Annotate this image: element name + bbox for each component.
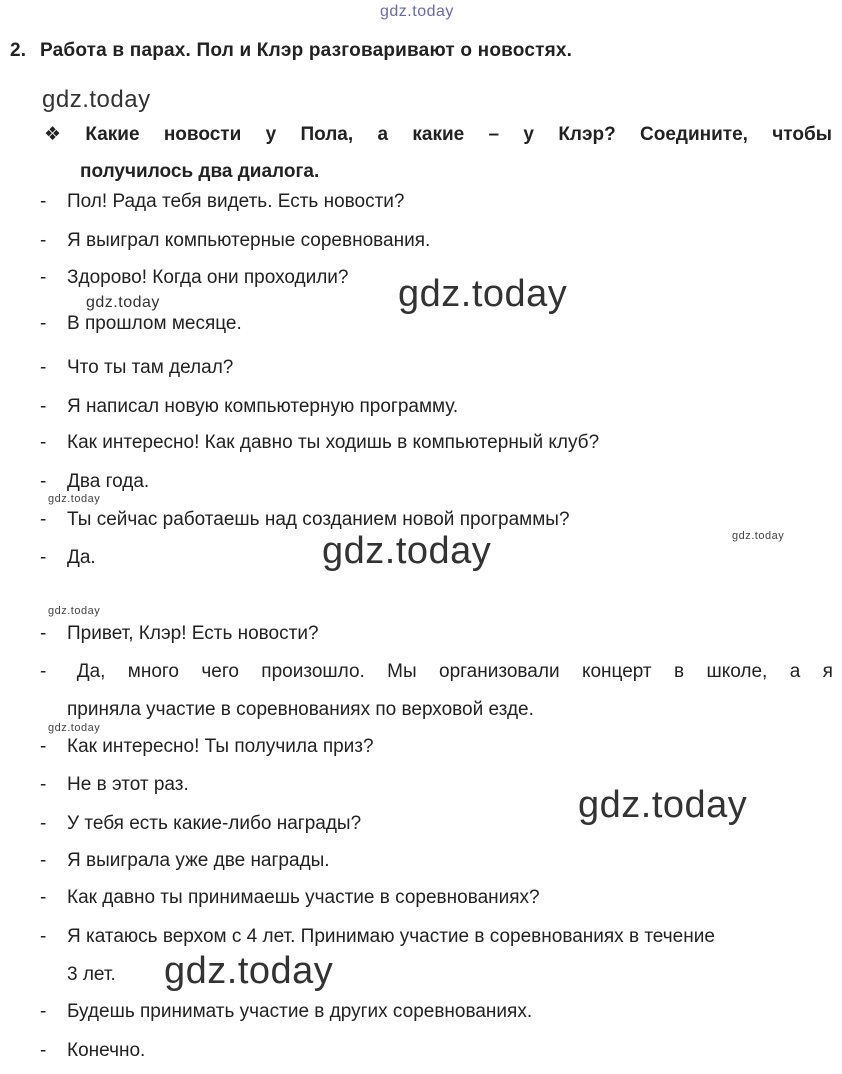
dialogue1-line: - Два года. [40, 471, 150, 492]
watermark: gdz.today [48, 722, 101, 734]
dialogue2-line: - У тебя есть какие-либо награды? [40, 813, 362, 834]
exercise-heading [10, 40, 572, 62]
task-word: новости [163, 124, 242, 145]
watermark: gdz.today [322, 530, 492, 572]
task-word: – [488, 124, 500, 145]
dialogue1-line: - Я написал новую компьютерную программу. [40, 396, 459, 417]
dialogue1-line: - В прошлом месяце. [40, 313, 242, 334]
dialogue2-line-continuation: приняла участие в соревнованиях по верховой езде. [67, 699, 534, 720]
task-instruction [44, 116, 832, 190]
exercise-number: 2. [10, 40, 27, 61]
watermark: gdz.today [42, 86, 151, 113]
watermark: gdz.today [86, 294, 160, 311]
watermark-top: gdz.today [380, 3, 454, 20]
dialogue2-line: - Конечно. [40, 1040, 146, 1061]
dialogue1-line: - Пол! Рада тебя видеть. Есть новости? [40, 191, 405, 212]
dialogue2-line-continuation: 3 лет. [67, 964, 116, 985]
task-line-2: получилось два диалога. [80, 161, 320, 182]
dialogue1-line: - Как интересно! Как давно ты ходишь в компьютерный клуб? [40, 432, 600, 453]
task-word: чтобы [772, 124, 832, 145]
watermark: gdz.today [398, 273, 568, 315]
task-word: у [523, 124, 534, 145]
diamond-bullet-icon: ❖ [44, 124, 62, 145]
dialogue1-line: - Здорово! Когда они проходили? [40, 267, 349, 288]
dialogue2-line: - Я катаюсь верхом с 4 лет. Принимаю участие в соревнованиях в течение [40, 926, 715, 947]
watermark: gdz.today [48, 493, 101, 505]
task-word: а [377, 124, 389, 145]
dialogue2-line: - Как давно ты принимаешь участие в соревнованиях? [40, 887, 540, 908]
watermark: gdz.today [732, 530, 785, 542]
watermark: gdz.today [48, 605, 101, 617]
dialogue2-line: - Не в этот раз. [40, 774, 189, 795]
dialogue2-line: - Как интересно! Ты получила приз? [40, 736, 374, 757]
watermark: gdz.today [578, 784, 748, 826]
watermark: gdz.today [164, 950, 334, 992]
dialogue2-line: - Будешь принимать участие в других соревнованиях. [40, 1001, 533, 1022]
task-line-1 [44, 116, 832, 153]
dialogue1-line: - Что ты там делал? [40, 357, 234, 378]
dialogue2-line: - Я выиграла уже две награды. [40, 850, 330, 871]
exercise-title: Работа в парах. Пол и Клэр разговаривают о новостях. [40, 40, 573, 61]
task-word: какие [412, 124, 465, 145]
dialogue2-line: - Привет, Клэр! Есть новости? [40, 623, 319, 644]
dialogue1-line: - Да. [40, 547, 96, 568]
task-word: Пола, [300, 124, 354, 145]
dialogue1-line: - Ты сейчас работаешь над созданием новой программы? [40, 509, 570, 530]
task-word: Клэр? [558, 124, 616, 145]
dialogue2-line: - Да, много чего произошло. Мы организовали концерт в школе, а я [40, 661, 833, 682]
task-word: Соедините, [640, 124, 748, 145]
dialogue1-line: - Я выиграл компьютерные соревнования. [40, 230, 431, 251]
task-word: у [265, 124, 277, 145]
task-word: Какие [85, 124, 140, 145]
